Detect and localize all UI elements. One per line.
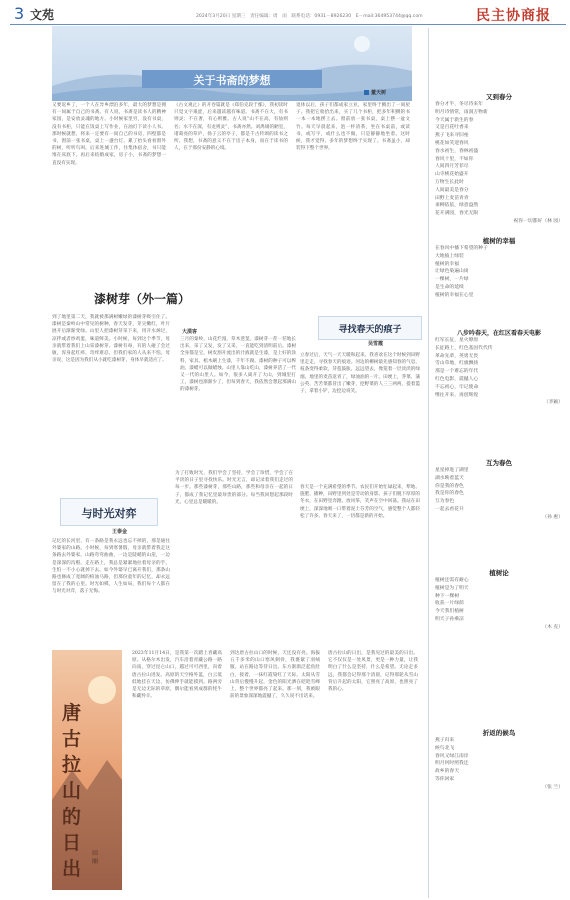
main-article (52, 26, 412, 282)
poem-4-author: （孙 惠） (542, 514, 563, 520)
main-title: 关于书斋的梦想 (193, 74, 271, 87)
poem-4-line: 我是你的春色 (435, 491, 464, 497)
poem-1-line: 明月诗情常，雨润万物新 (435, 109, 488, 115)
article-sunrise (52, 650, 422, 900)
poem-3-line: 红色电影，震撼人心 (435, 376, 479, 382)
chess-text: 记忆的长河里，有一条路是我永远也忘不掉的，那是通往外婆家的山路。小时候，每到寒暑假，母亲就带着我走这条路去外婆家。山路弯弯曲曲，一边是陡峭的山崖，一边是深深的沟壑。走在路上，我总是紧紧地拉着母亲的手，生怕一不小心就掉下去。如今外婆早已离开我们，那条山路也修成了宽阔的柏油马路，但那份童年的记忆，却永远留在了我的心里。时光如棋，人生如局，我们每个人都在与时光对弈，落子无悔。 (52, 539, 170, 595)
poem-column (428, 28, 565, 898)
poem-3-author: （李颖） (543, 400, 563, 406)
poem-6-line: 春风又绿江南岸 (435, 753, 469, 759)
poem-5-line: 收获一片绿荫 (435, 601, 464, 607)
poem-5 (435, 568, 563, 632)
header-rule (10, 24, 566, 25)
poem-3-line: 不忘初心，牢记使命 (435, 384, 479, 390)
poem-1-line: 垂柳依依，绿意盎然 (435, 203, 479, 209)
poem-1 (435, 92, 563, 226)
poem-2 (435, 236, 563, 300)
poem-1-line: 祝你一切都好（林 园） (513, 218, 563, 224)
poem-3-line: 雪山草地，红旗飘扬 (435, 361, 479, 367)
poem-5-line: 今天我们植树 (435, 609, 464, 615)
spring-title: 寻找春天的痕子 (338, 325, 402, 335)
main-col-1: 又要返乡了，一个人在异乡漂泊多年，最大的梦想是拥有一间属于自己的书斋。有人说，书斋是读书人的精神家园，是安放灵魂的地方。小时候家里穷，没有书桌，没有书柜，只能在饭桌上写作业，在油灯下读小人书。那时候就想，将来一定要有一间自己的书房，四壁都是书，窗前一张书桌，桌上一盏台灯，累了抬头看看窗外的树，听听鸟叫。后来进城工作，住集体宿舍，书只能堆在床底下。再后来结婚成家，房子小，书斋的梦想一直没有实现。 (52, 103, 166, 166)
poem-6-line: 明月何时照我还 (435, 761, 469, 767)
main-byline (364, 89, 386, 96)
poem-4-title: 互为春色 (486, 459, 512, 467)
poem-1-line: 今天属于新生的春 (435, 117, 474, 123)
main-title-bar (142, 70, 322, 88)
poem-3-line: 继往开来，再创辉煌 (435, 392, 479, 398)
banner-illustration (52, 26, 412, 101)
poem-3-line: 那是一个难忘的年代 (435, 369, 479, 375)
poem-1-line: 人间四月芳菲尽 (435, 164, 469, 170)
poem-1-line: 春水初生，春林初盛 (435, 148, 479, 154)
main-byline-name: 董天树 (371, 90, 387, 96)
poem-6-author: （张 兰） (542, 784, 563, 790)
lacquer-title: 漆树芽（外一篇） (94, 292, 191, 306)
poem-2-title: 植树的幸福 (482, 237, 516, 245)
poem-1-line: 燕子飞来寻旧垒 (435, 133, 469, 139)
chess-title: 与时光对弈 (81, 507, 137, 520)
sunrise-banner (52, 650, 122, 890)
lacquer-col-1: 到了地里第二天，我就被那满树嫩绿的漆树芽吸引住了。漆树是秦岭山中常见的树种，春天发芽，芽尖嫩红，叶片展开后渐渐变绿。山里人把漆树芽采下来，用开水焯过，凉拌或者炒鸡蛋，味道鲜美。小时候，每到这个季节，母亲就带着我们上山采漆树芽。漆树有毒，有的人碰了会过敏，浑身起红疹，奇痒难忍，但我们家的人从来不怕。母亲说，这是因为我们从小就吃漆树芽，身体早就适应了。 (52, 315, 170, 364)
poem-4-line: 湖水映着蓝天 (435, 475, 464, 481)
sunrise-title: 唐古拉山的日出 (62, 702, 82, 880)
lacquer-col-2: 三月的秦岭，山花烂漫，草木葱茏。漆树芽一茬一茬地长出来，采了又发，发了又采，一直能吃到清明前后。漆树全身都是宝，树皮割开流出的汁液就是生漆，是上好的涂料，家具、棺木刷上生漆，千年不腐。漆树的种子可以榨油，漆蜡可以做蜡烛。山里人靠山吃山，漆树养活了一代又一代的山里人。如今，很多人离开了大山，到城里打工，漆树也渐渐少了，但每到春天，我依然会想起那满山的漆树芽。 (180, 337, 296, 393)
poem-2-line: 植树的幸福在心里 (435, 292, 474, 298)
poem-5-title: 植树论 (489, 569, 509, 577)
article-chess (52, 494, 170, 644)
poem-1-line: 春分才半，冬尽待来年 (435, 102, 483, 107)
poem-1-line: 又是百花吐香来 (435, 125, 469, 131)
sunrise-col-2: 到达唐古拉山口的时候，天还没有亮。海拔五千多米的山口寒风刺骨，我裹紧了羽绒服，站在路边等待日出。东方渐渐泛起鱼肚白，接着，一抹红霞染红了天际。太阳从雪山背后慢慢升起，金色的阳光洒在皑皑雪峰上，整个世界都亮了起来。那一刻，我被眼前的景象深深地震撼了，久久说不出话来。 (230, 651, 320, 700)
masthead: 民主协商报 (476, 8, 551, 24)
poem-4-line: 一起去看花开 (435, 506, 464, 512)
poem-2-line: 让绿色染遍山岗 (435, 269, 469, 275)
poem-4-line: 互为春色 (435, 499, 455, 505)
main-banner (52, 26, 412, 101)
spring-col-2: 春天是一个充满希望的季节。农民们开始忙碌起来，犁地、施肥、播种，田野里到处是劳动的身影。孩子们脱下厚厚的冬衣，在田野里奔跑、放风筝，笑声在空中回荡。我站在田埂上，深深地吸一口带着泥土芬芳的空气，感觉整个人都轻松了许多。春天来了，一切都是新的开始。 (300, 485, 420, 519)
poem-5-author: （木 克） (542, 624, 563, 630)
poem-6 (435, 728, 563, 792)
poem-3-line: 革命先辈，英勇无畏 (435, 353, 479, 359)
poem-2-line: 在春风中播下希望的种子 (435, 246, 488, 251)
poem-6-line: 等你回家 (435, 776, 455, 782)
poem-1-line: 花开满园，春光无限 (435, 211, 479, 217)
poem-2-line: 大地披上绿装 (435, 253, 464, 259)
chess-title-box (60, 498, 158, 526)
chess-byline: 王泰金 (112, 529, 128, 535)
lacquer-col-3: 为了打败时光，我们学会了坚持，学会了珍惜，学会了在平淡的日子里寻找快乐。时光无言，却记录着我们走过的每一步。那些漆树芽，那些山路，那些和母亲在一起的日子，都成了我记忆里最珍贵的部分。每当我回想起那段时光，心里总是暖暖的。 (175, 471, 293, 505)
sunrise-byline: 田 丽 (92, 850, 99, 865)
poem-1-line: 春风十里，不如你 (435, 156, 474, 162)
poem-1-line: 田野上麦苗青青 (435, 195, 469, 201)
header-meta: 2024年3月20日 星期三 责任编辑：周 雨 联系电话：0931－8926230 E－mail:364953744@qq.com (196, 14, 423, 19)
poem-3-line: 红军长征，星火燎原 (435, 338, 479, 343)
poem-5-line: 明天子孙乘凉 (435, 616, 464, 622)
poem-6-line: 故乡的春天 (435, 769, 459, 775)
byline-marker-icon (364, 90, 369, 95)
poem-4-line: 你是我的春色 (435, 483, 464, 489)
poem-6-line: 候鸟北飞 (435, 745, 455, 751)
main-col-3: 退休以后，孩子们都成家立业，家里终于腾出了一间屋子。我把它收拾出来，买了几个书柜，把多年积攒的书一本一本地摆上去。窗前放一张书桌，桌上摆一盆文竹。每天早晨起来，泡一杯清茶，坐在书桌前，或读书，或写字，或什么也不做，只是静静地坐着。这时候，我才觉得，多年的梦想终于实现了。书斋虽小，却装得下整个世界。 (296, 103, 410, 152)
poem-2-line: 植树的幸福 (435, 261, 459, 267)
poem-5-line: 种下一棵树 (435, 593, 459, 599)
page-number: 3 (14, 4, 25, 23)
poem-6-line: 燕子归来 (435, 738, 455, 743)
spring-title-box (318, 316, 422, 340)
poem-1-line: 山寺桃花始盛开 (435, 172, 469, 178)
poem-3-title: 八步吟春天，在红区看春天电影 (456, 330, 541, 337)
main-col-2: 《古文观止》的开卷篇就是《郑伯克段于鄢》，我初读时只觉文字艰涩，后来越读越有味道。书斋不在大，有书则灵；不在奢，有心则雅。古人说“山不在高，有仙则名；水不在深，有龙则灵”，书斋亦然。刘禹锡的陋室，诸葛亮的草庐，扬子云的亭子，都是千古传颂的读书之所。我想，书斋的意义不在于房子本身，而在于读书的人，在于那份安静的心境。 (174, 103, 288, 152)
poem-3-line: 长征路上，红色基因代代传 (435, 345, 493, 351)
poem-2-line: 是生命的延续 (435, 284, 464, 290)
lacquer-byline: 大漠客 (182, 329, 198, 335)
section-name: 文苑 (30, 8, 55, 22)
poem-6-title: 折返的候鸟 (482, 729, 516, 737)
poem-1-title: 又到春分 (486, 93, 512, 101)
spring-col-1: 立春过后，天气一天天暖和起来。我喜欢在这个时候到田野里走走，寻找春天的痕迹。河边的柳树最先感知春的气息，枝条变得柔软，芽苞鼓胀，远远望去，像笼着一层淡淡的绿烟。地里的麦苗返青了，绿油油的一片。田埂上，荠菜、蒲公英、苦苦菜都冒出了嫩芽，挖野菜的人三三两两，提着篮子，拿着小铲，边挖边说笑。 (300, 353, 420, 395)
sunrise-col-3: 唐古拉山的日出，是我见过的最美的日出。它不仅仅是一处风景，更是一种力量，让我明白了什么是坚持，什么是希望。无论走多远，我都会记得那个清晨，记得那轮从雪山背后升起的太阳，它照亮了高原，也照亮了我的心。 (328, 651, 418, 693)
poem-3 (435, 328, 563, 407)
poem-4-line: 星星掉进了湖里 (435, 468, 469, 473)
poem-1-line: 桃花如笑迎春风 (435, 140, 469, 146)
article-spring (300, 316, 420, 626)
poem-5-line: 植树是为了明天 (435, 585, 469, 591)
spring-byline: 吴雪霞 (368, 341, 384, 347)
poem-1-line: 人间最美是春分 (435, 187, 469, 193)
poem-5-line: 植树还需有耐心 (435, 578, 469, 583)
poem-2-line: 一棵树，一片绿 (435, 277, 469, 283)
sunrise-col-1: 2023年11月14日，是我第一次踏上青藏高原。从格尔木出发，汽车沿着青藏公路一路向南，穿过昆仑山口，越过可可西里，向着唐古拉山进发。高原的天空格外蓝，白云低低地挂在天边，仿佛伸手就能摸到。路两旁是无边无际的草原，偶尔能看到成群的牦牛和藏羚羊。 (132, 651, 222, 700)
poem-4 (435, 458, 563, 522)
poem-1-line: 万物生长此时 (435, 179, 464, 185)
